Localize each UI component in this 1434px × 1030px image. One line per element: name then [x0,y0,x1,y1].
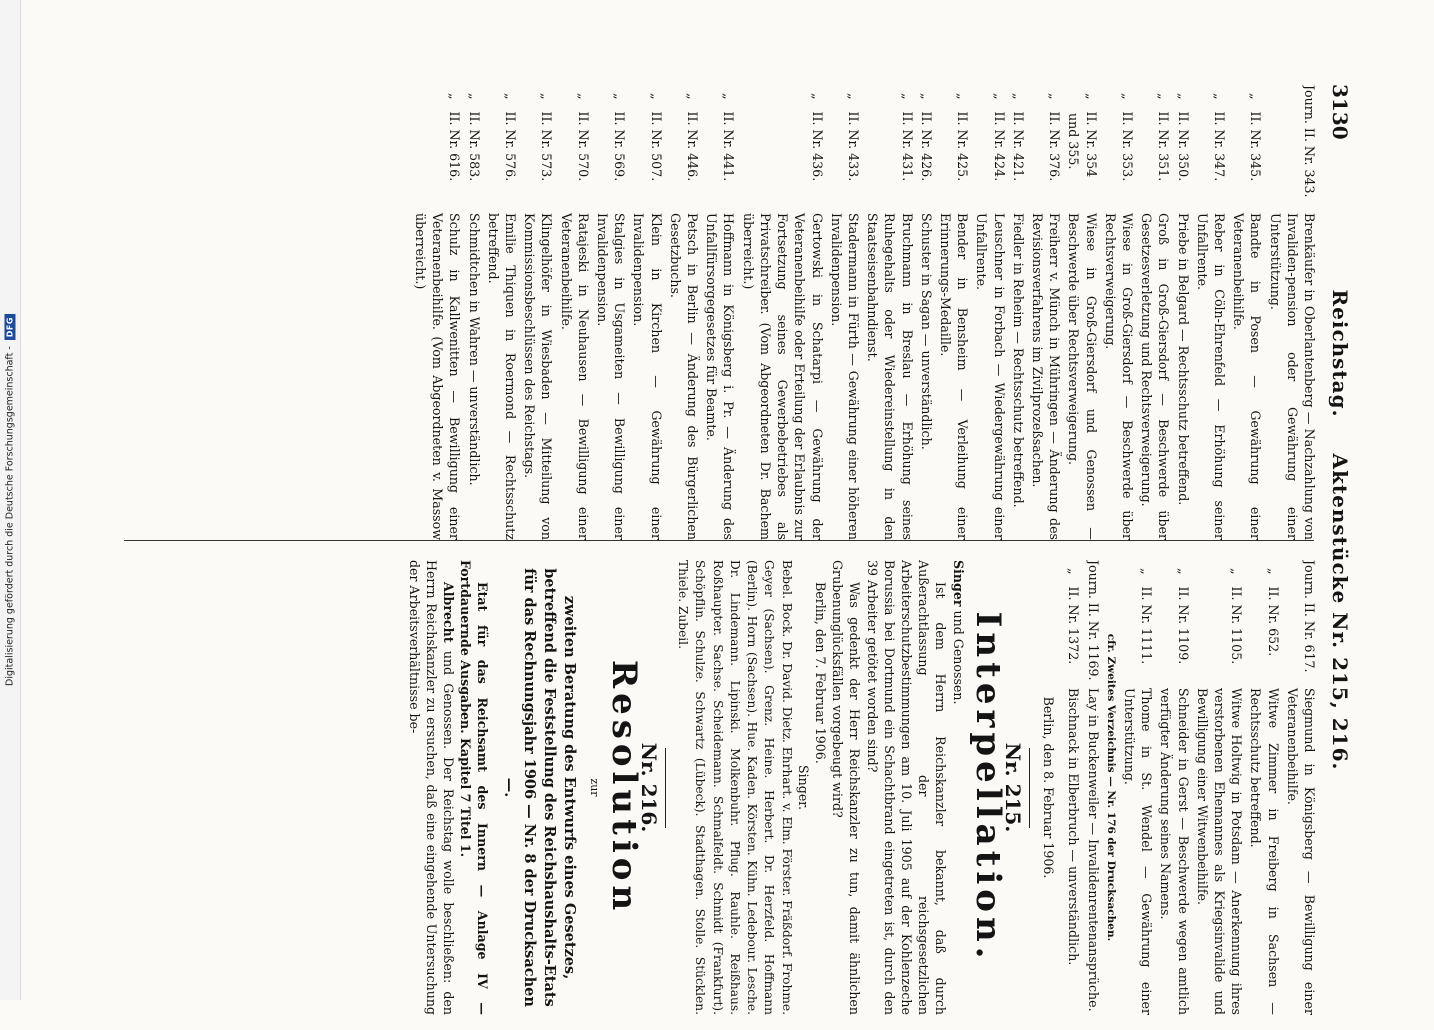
doc216-number: Nr. 216. [637,742,662,833]
separator-rule [1029,748,1030,828]
note-entry-list [1065,560,1101,1015]
journal-reference: „ II. Nr. 425. [955,85,971,182]
journal-reference: „ II. Nr. 350. [1175,85,1191,182]
page-number: 3130 [1328,84,1352,140]
doc216-title: Resolution [603,659,644,916]
petition-entry [1010,85,1027,540]
journal-reference: „ II. Nr. 431. [899,85,915,182]
journal-reference: „ II. Nr. 652. [1265,560,1281,657]
petition-entry [1194,560,1246,1015]
petition-description: Stadermann in Fürth — Gewährung einer höheren Invalidenpension. [828,213,861,540]
doc216-zur: zur [587,778,601,797]
petition-description: Witwe Holtwig in Potsdam — Anerkennung ihres verstorbenen Ehemannes als Kriegsinvalide und Bewilligung einer Witwenbeihilfe. [1194,688,1245,1015]
petition-entry [1065,560,1082,1015]
journal-reference: „ II. Nr. 345. [1248,85,1264,182]
header-right-title: Aktenstücke Nr. 215, 216. [1328,453,1352,771]
journal-reference: „ II. Nr. 353. [1119,85,1135,182]
petition-entry [557,85,591,540]
petition-description: Schneider in Gerst — Beschwerde wegen amtlich verfügter Änderung seines Namens. [1158,688,1191,1015]
header-title [1328,30,1352,1030]
dfg-logo: DFG [5,314,16,340]
petition-description: Klein in Kirchen — Gewährung einer Invalidenpension. [631,213,664,540]
petition-entry [667,85,701,540]
petition-description: Schuster in Sagan — unverständlich. [918,213,934,450]
doc215-lead-name: Singer [950,560,966,607]
petition-entry [1174,85,1191,540]
journal-reference: Journ. II. Nr. 1169. [1085,560,1101,681]
petition-entry [864,85,916,540]
petition-description: Gertowski in Schatarpi — Gewährung der Veteranenbeihilfe oder Erteilung der Erlaubnis zur Fortsetzung seines Gewerbebetriebes als Privatschreiber. (Vom Abgeordneten Dr. Bachem überreicht.) [740,213,825,540]
left-column [103,85,1318,540]
journal-reference: „ II. Nr. 436. [809,85,825,182]
journal-reference: „ II. Nr. 576. [503,85,519,182]
journal-reference: „ II. Nr. 426. [918,85,934,182]
header-left-title: Reichstag. [1328,289,1352,418]
petition-description: Fiedler in Reheim — Rechtsschutz betreffend. [1010,213,1026,508]
petition-entry [828,85,862,540]
petition-description: Groß in Groß-Giersdorf — Beschwerde über Gesetzesverletzung und Rechtsverweigerung. [1139,213,1172,540]
doc215-question-2: Was gedenkt der Herr Reichskanzler zu tun, damit ähnlichen Grubenunglücksfällen vorgebeugt wird? [830,560,863,1015]
petition-entry [630,85,664,540]
petition-entry [740,85,826,540]
journal-reference: Journ. II. Nr. 343. [1302,85,1317,198]
petition-description: Siegmund in Königsberg — Bewilligung einer Veteranenbeihilfe. [1284,688,1317,1015]
petition-description: Lay in Buckenweiler — Invalidenrentenansprüche. [1085,688,1101,1012]
right-column [103,560,1318,1015]
petition-description: Wiese in Groß-Giersdorf und Genossen — Beschwerde über Rechtsverweigerung. [1066,213,1099,540]
journal-reference: „ II. Nr. 569. [612,85,628,182]
petition-entry [937,85,971,540]
journal-reference: Journ. II. Nr. 617. [1302,560,1317,673]
viewer-sidebar [0,0,21,1000]
journal-reference: „ II. Nr. 570. [575,85,591,182]
credit-text: Digitalisierung gefördert durch die Deutsche Forschungsgemeinschaft - [4,346,16,686]
petition-entry [703,85,737,540]
petition-entry [1029,85,1063,540]
petition-description: Freiherr v. Münch in Mühringen — Änderung des Revisionsverfahrens im Zivilprozeßsachen. [1029,213,1063,540]
journal-reference: „ II. Nr. 433. [845,85,861,182]
journal-reference: „ II. Nr. 351. [1156,85,1172,182]
journal-reference: „ II. Nr. 441. [721,85,737,182]
doc215-lead-rest: und Genossen. [950,606,966,705]
document-page [64,30,1404,1030]
petition-entry [594,85,628,540]
journal-reference: „ II. Nr. 1109. [1175,560,1191,665]
petition-description: Petsch in Berlin — Änderung des Bürgerlichen Gesetzbuchs. [667,213,701,540]
petition-description: Bruchmann in Breslau — Erhöhung seines Ruhegehalts oder Wiedereinstellung in den Staatseisenbahndienst. [865,213,915,540]
doc216-body [405,560,457,1015]
column-divider [124,540,1314,541]
petition-entry [521,85,555,540]
doc215-question-1: Ist dem Herrn Reichskanzler bekannt, daß durch Außerachtlassung der reichsgesetzlichen Arbeiterschutzbestimmungen am 10. Juli 1905 auf der Kohlenzeche Borussia bei Dortmund ein Schachtbrand eingetreten ist, durch den 39 Arbeiter getötet worden sind? [864,560,949,1015]
petition-description: Brenkäufer in Oberlantenberg — Nachzahlung von Invaliden-pension oder Gewährung einer Unterstützung. [1267,213,1317,540]
journal-reference: „ II. Nr. 421. [1010,85,1026,182]
petition-description: Bischnack in Elberbruch — unverständlich. [1066,688,1082,966]
petition-entry [973,85,1007,540]
petition-entry [485,85,519,540]
petition-entry [1121,560,1155,1015]
journal-reference: „ II. Nr. 616. [447,85,463,182]
signoff-date: Berlin, den 8. Februar 1906. [1041,696,1057,879]
doc216-subtitle: zweiten Beratung des Entwurfs eines Gesetzes, betreffend die Feststellung des Reichshaushalts-Etats für das Rechnungsjahr 1906 — Nr. 8 der Drucksachen —. [501,568,579,1007]
petition-description: Schmidtchen in Wahren — unverständlich. [466,213,482,486]
petition-entry [1084,560,1101,1015]
journal-reference: „ II. Nr. 1111. [1139,560,1155,665]
petition-description: Reber in Cöln-Ehrenfeld — Erhöhung seiner Unfallrente. [1194,213,1227,540]
petition-description: Priebe in Belgard — Rechtsschutz betreffend. [1175,213,1191,506]
petition-description: Stalgies in Usgameiten — Bewilligung einer Invalidenpension. [595,213,628,540]
petition-description: Schulz in Kallwenitten — Bewilligung einer Veteranenbeihilfe. (Vom Abgeordneten v. Massow überreicht.) [413,213,463,540]
petition-entry [1065,85,1099,540]
journal-reference: „ II. Nr. 583. [466,85,482,182]
journal-reference: „ II. Nr. 354 und 355. [1066,93,1099,178]
petition-entry [1230,85,1264,540]
journal-reference: „ II. Nr. 446. [685,85,701,182]
petition-description: Witwe Zimmer in Freiberg in Sachsen — Rechtsschutz betreffend. [1248,688,1281,1015]
journal-reference: „ II. Nr. 347. [1211,85,1227,182]
petition-description: Leuschner in Forbach — Wiedergewährung einer Unfallrente. [974,213,1007,540]
cross-reference-note: cfr. Zweites Verzeichnis — Nr. 176 der Drucksachen. [1104,633,1117,942]
doc215-lead [949,560,966,1015]
petition-description: Ratajeski in Neuhausen — Bewilligung einer Veteranenbeihilfe. [558,213,591,540]
doc215-place-date: Berlin, den 7. Februar 1906. [812,582,828,764]
digitization-credit [5,314,16,686]
petition-description: Emilie Thiquen in Roermond — Rechtsschutz betreffend. [485,213,519,540]
petition-entry [412,85,464,540]
petition-entry [1194,85,1228,540]
petition-entry [1138,85,1172,540]
running-header [1322,30,1352,1030]
petition-description: Bandte in Posen — Gewährung einer Veteranenbeihilfe. [1231,213,1264,540]
doc216-lead-rest: und Genossen. Der Reichstag wolle beschließen: den Herrn Reichskanzler zu ersuchen, daß eine eingehende Untersuchung der Arbeitsverhältnisse be- [406,560,457,1015]
doc216-etat: Etat für das Reichsamt des Innern — Anlage IV — Fortdauernde Ausgaben. Kapitel 7 Titel 1. [458,560,491,1015]
doc216-lead-name: Albrecht [441,582,457,643]
journal-reference: „ II. Nr. 507. [648,85,664,182]
journal-reference: „ II. Nr. 573. [539,85,555,182]
petition-entry [1247,560,1281,1015]
journal-reference: „ II. Nr. 1105. [1229,560,1245,665]
separator-rule-2 [665,748,666,828]
petition-description: Wiese in Groß-Giersdorf — Beschwerde über Rechtsverweigerung. [1102,213,1135,540]
doc215-number: Nr. 215. [1000,742,1025,833]
petition-entry [1266,85,1318,540]
petition-description: Hoffmann in Königsberg i. Pr. — Änderung des Unfallfürsorgegesetzes für Beamte. [704,213,737,540]
doc215-title: Interpellation. [967,611,1008,964]
doc215-signatories: Bebel. Bock. Dr. David. Dietz. Ehrhart. v. Elm. Förster. Fräßdorf. Frohme. Geyer (Sachsen). Grenz. Heine. Herbert. Dr. Herzfeld. Hoffmann (Berlin). Horn (Sachsen). Hue. Kaden. Körsten. Kühn. Ledebour. Lesche. Dr. Lindemann. Lipinski. Molkenbuhr. Pflug. Rauhle. Reißhaus. Roßhaupter. Sachse. Scheidemann. Schmalfeldt. Schmidt (Frankfurt). Schöpflin. Schulze. Schwartz (Lübeck). Stadthagen. Stolle. Stücklen. Thiele. Zubeil. [676,560,794,1015]
petition-entry [465,85,482,540]
petition-entry [1157,560,1191,1015]
petition-entry [918,85,935,540]
petition-entry [1284,560,1318,1015]
journal-reference: „ II. Nr. 376. [1047,85,1063,182]
journal-reference: „ II. Nr. 424. [991,85,1007,182]
petition-description: Klingelhöfer in Wiesbaden — Mitteilung von Kommissionsbeschlüssen des Reichstags. [522,213,555,540]
petition-description: Thome in St. Wendel — Gewährung einer Unterstützung. [1121,688,1155,1015]
right-entry-list [1121,560,1318,1015]
journal-reference: „ II. Nr. 1372. [1066,560,1082,665]
petition-description: Bender in Bensheim — Verleihung einer Erinnerungs-Medaille. [937,213,971,540]
doc215-signer: Singer. [795,765,811,810]
petition-entry [1102,85,1136,540]
